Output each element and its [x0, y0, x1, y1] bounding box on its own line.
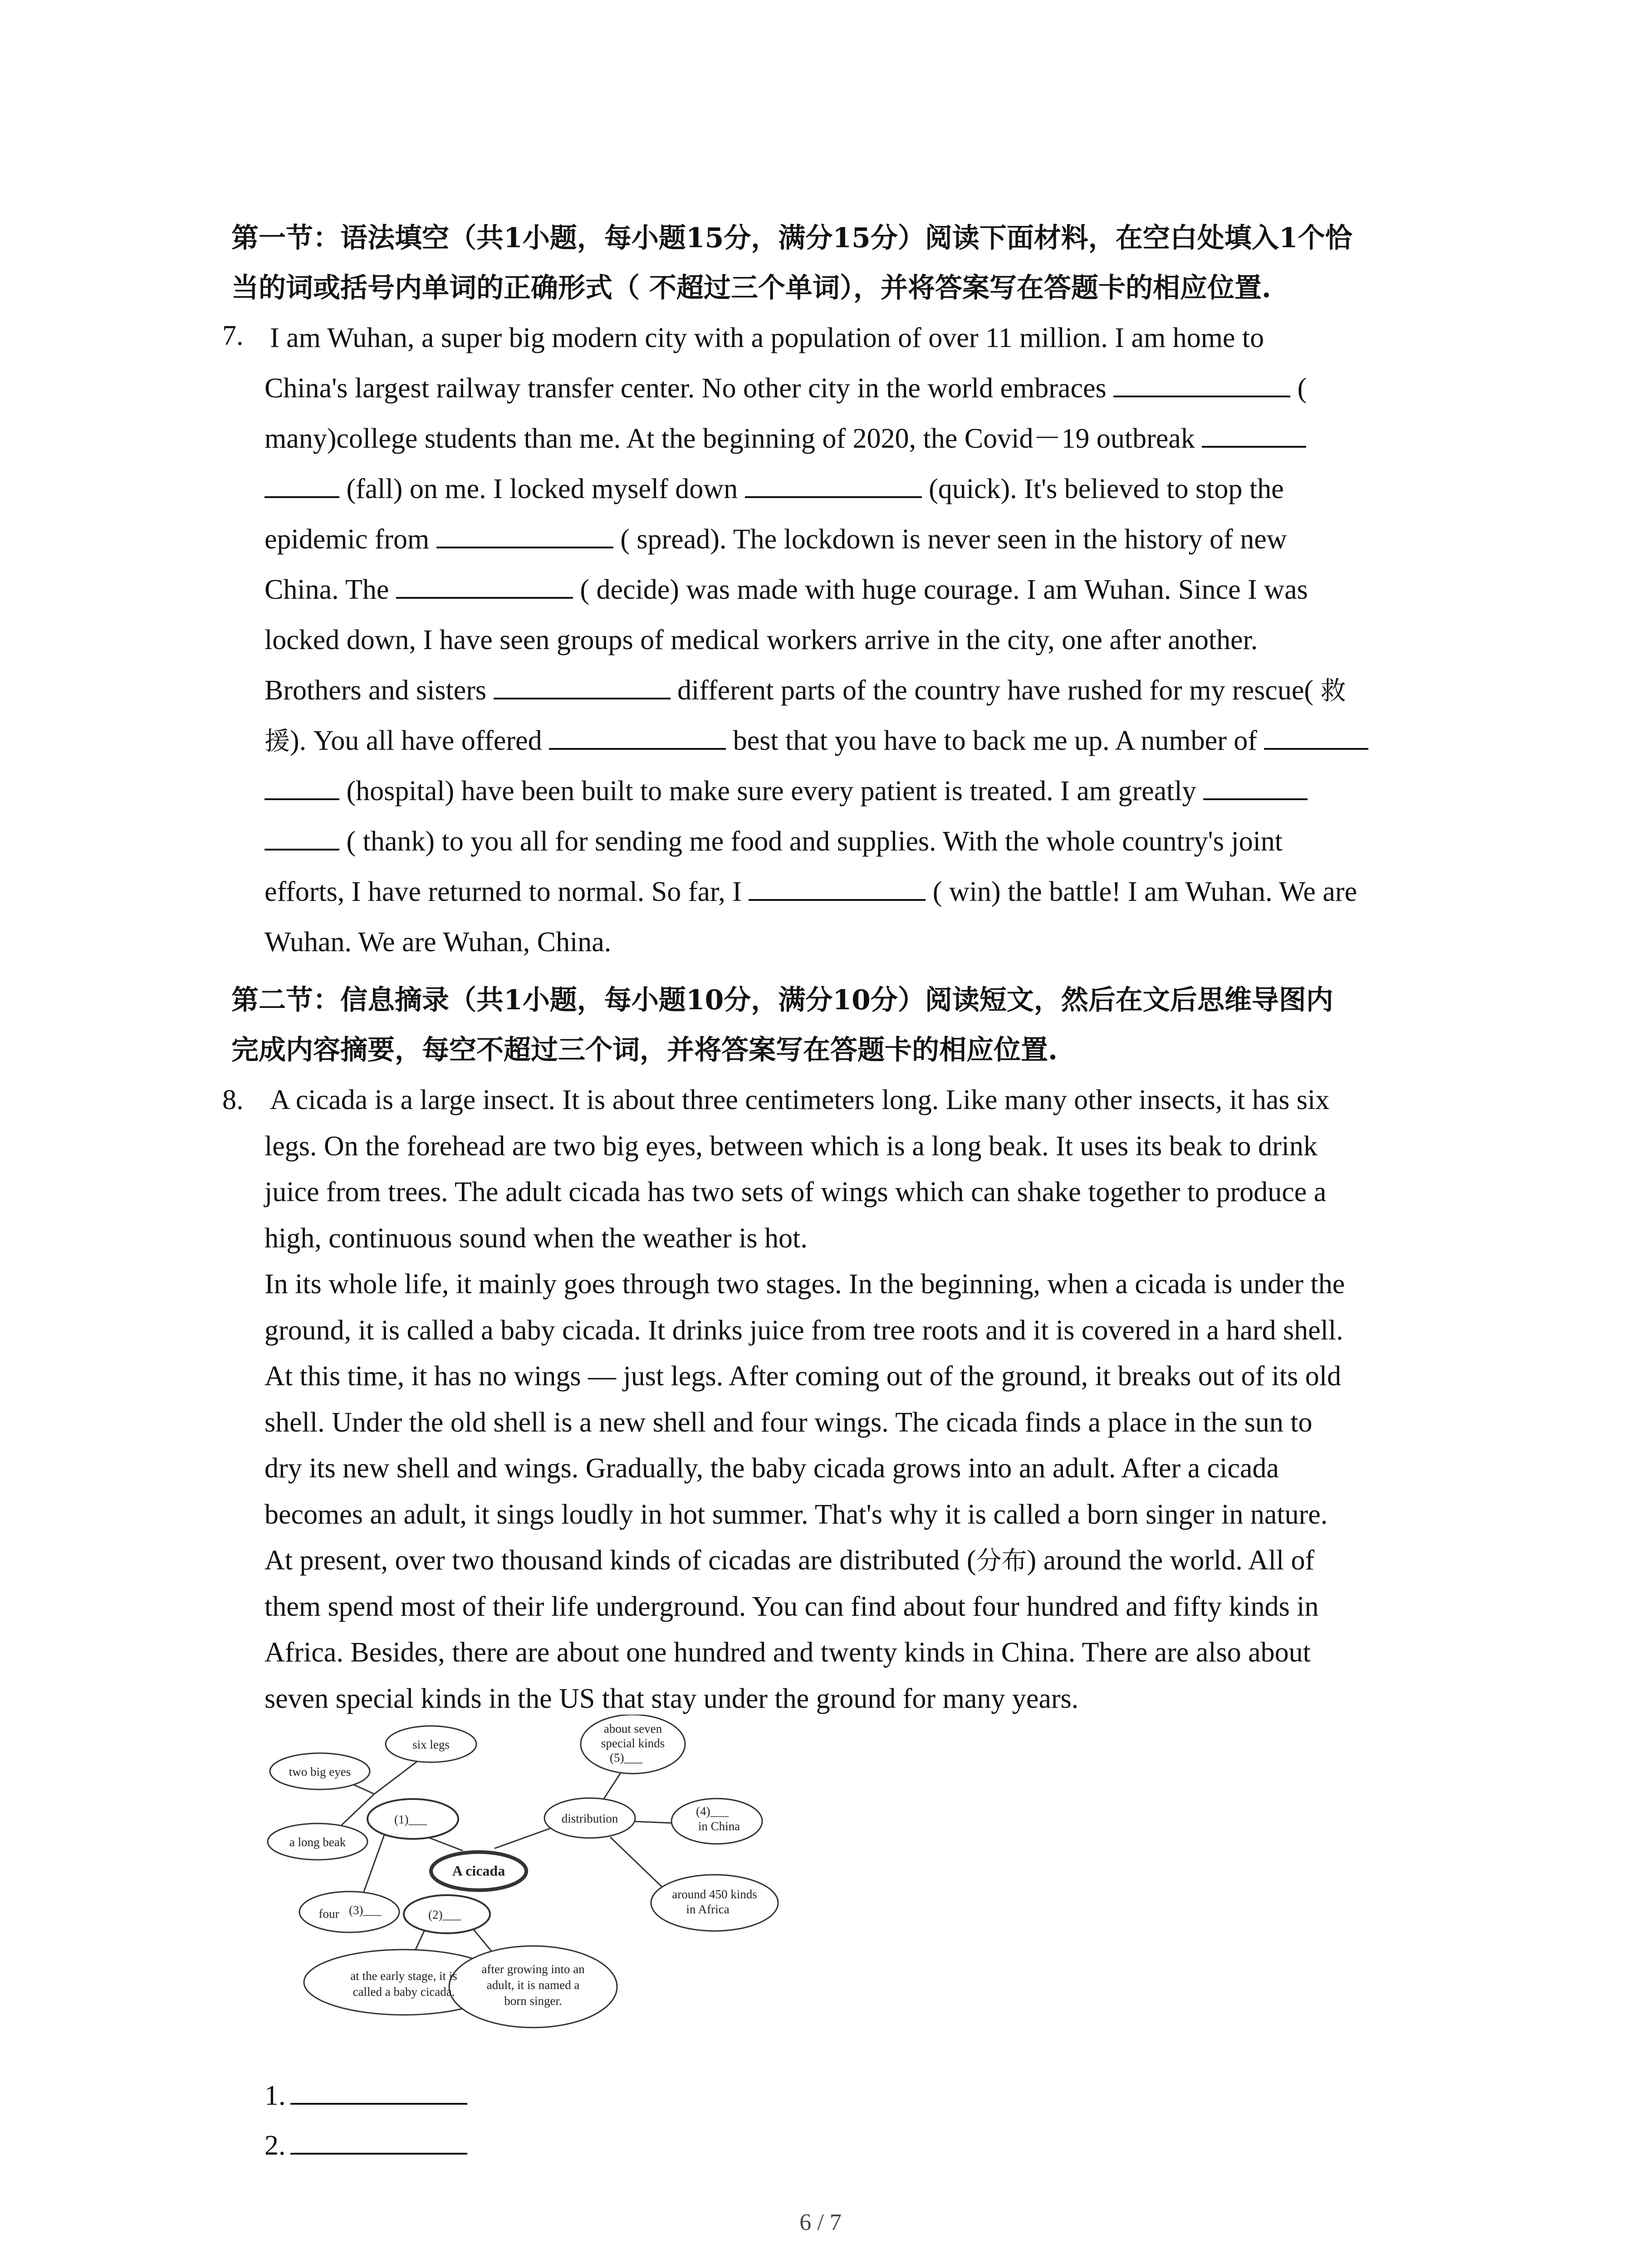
two-big-eyes-label: two big eyes — [289, 1765, 351, 1779]
q8-text: In its whole life, it mainly goes through two stages. In the beginning, when a cicada is under the — [265, 1269, 1345, 1300]
q8-line — [265, 1169, 1453, 1216]
q7-line — [265, 363, 1453, 414]
adult-label-3: born singer. — [504, 1994, 562, 2008]
q7-line — [265, 414, 1453, 464]
q7-text: epidemic from — [265, 524, 436, 555]
early-stage-label-1: at the early stage, it is — [350, 1969, 457, 1983]
section2-heading — [231, 975, 1456, 1075]
answer-line-2 — [265, 2123, 467, 2168]
q7-text: ( spread). The lockdown is never seen in the history of new — [613, 524, 1287, 555]
q8-text: At present, over two thousand kinds of cicadas are distributed ( — [265, 1545, 976, 1576]
connector — [495, 1828, 551, 1848]
node-1-label: (1)___ — [394, 1813, 427, 1826]
q8-text: becomes an adult, it sings loudly in hot summer. That's why it is called a born singer in nature. — [265, 1499, 1328, 1530]
q7-text: best that you have to back me up. A number of — [726, 725, 1264, 756]
answer-blank[interactable] — [436, 520, 613, 548]
q8-text: juice from trees. The adult cicada has two sets of wings which can shake together to produce a — [265, 1177, 1327, 1207]
q8-line — [265, 1538, 1453, 1584]
q7-line — [265, 464, 1453, 514]
q8-line — [265, 1124, 1453, 1170]
early-stage-label-2: called a baby cicada. — [353, 1985, 455, 1999]
q8-text: ) around the world. All of — [1027, 1545, 1315, 1576]
answer-blank[interactable] — [265, 822, 339, 850]
q7-text: China's largest railway transfer center. No other city in the world embraces — [265, 373, 1114, 404]
q7-text: ( — [1290, 373, 1307, 404]
q8-text: legs. On the forehead are two big eyes, between which is a long beak. It uses its beak to drink — [265, 1130, 1318, 1162]
q8-line — [270, 1077, 1453, 1124]
q8-line — [265, 1354, 1453, 1400]
answer-blank[interactable] — [494, 671, 671, 699]
q7-text: Wuhan. We are Wuhan, China. — [265, 927, 612, 958]
q7-line — [265, 514, 1453, 565]
answer-blank[interactable] — [1203, 772, 1308, 800]
q8-text: them spend most of their life underground. You can find about four hundred and fifty kinds in — [265, 1591, 1319, 1622]
answer-blank[interactable] — [549, 722, 726, 750]
seven-kinds-label-2: special kinds — [601, 1736, 665, 1750]
q8-line — [265, 1216, 1453, 1262]
q7-line — [265, 565, 1453, 615]
six-legs-label: six legs — [412, 1738, 450, 1751]
q7-text: locked down, I have seen groups of medical workers arrive in the city, one after another. — [265, 625, 1258, 655]
q8-text: 分布 — [976, 1546, 1027, 1576]
q7-text: 援 — [265, 727, 290, 756]
q7-line — [265, 917, 1453, 968]
q8-text: high, continuous sound when the weather is hot. — [265, 1222, 808, 1254]
q8-text: shell. Under the old shell is a new shell and four wings. The cicada finds a place in the sun to — [265, 1407, 1313, 1438]
q7-text: I am Wuhan, a super big modern city with a population of over 11 million. I am home to — [270, 323, 1264, 353]
q7-text: China. The — [265, 574, 396, 605]
four-blank-label: (3)___ — [349, 1903, 382, 1917]
answer-blank[interactable] — [265, 470, 339, 498]
q8-text: dry its new shell and wings. Gradually, the baby cicada grows into an adult. After a cicada — [265, 1453, 1279, 1484]
q7-line — [265, 816, 1453, 867]
seven-kinds-blank: (5)___ — [610, 1751, 642, 1765]
answer-blank[interactable] — [290, 2126, 467, 2155]
distribution-label: distribution — [561, 1812, 618, 1825]
q7-text: ). You all have offered — [290, 725, 549, 756]
q8-text: Africa. Besides, there are about one hundred and twenty kinds in China. There are also about — [265, 1637, 1311, 1668]
answer-blank[interactable] — [749, 873, 926, 901]
q7-text: (quick). It's believed to stop the — [921, 474, 1284, 504]
q7-text: Brothers and sisters — [265, 675, 494, 706]
q7-line — [265, 665, 1453, 716]
four-label: four — [318, 1907, 339, 1921]
q8-line — [265, 1584, 1453, 1630]
answer-blank[interactable] — [396, 571, 573, 599]
answer-number: 2. — [265, 2130, 286, 2161]
question8-number: 8. — [222, 1085, 244, 1115]
q8-line — [265, 1261, 1453, 1308]
q7-text: (hospital) have been built to make sure every patient is treated. I am greatly — [339, 776, 1204, 807]
question8-passage — [265, 1077, 1453, 1722]
section1-heading-line1: 第一节：语法填空（共1小题，每小题15分，满分15分）阅读下面材料，在空白处填入1个恰 — [231, 222, 1352, 254]
cicada-mind-map — [261, 1715, 805, 2068]
answer-blank[interactable] — [290, 2077, 467, 2105]
page-number: 6 / 7 — [799, 2209, 842, 2235]
q8-line — [265, 1446, 1453, 1492]
answer-blank[interactable] — [745, 470, 922, 498]
q7-line — [265, 615, 1453, 665]
q8-line — [265, 1308, 1453, 1354]
q7-line — [265, 766, 1453, 816]
adult-label-1: after growing into an — [481, 1962, 585, 1976]
q8-text: ground, it is called a baby cicada. It drinks juice from tree roots and it is covered in a hard shell. — [265, 1315, 1343, 1346]
q8-text: seven special kinds in the US that stay under the ground for many years. — [265, 1683, 1079, 1714]
q7-text: ( win) the battle! I am Wuhan. We are — [926, 876, 1357, 907]
china-blank: (4)___ — [696, 1804, 729, 1818]
q7-text: many)college students than me. At the beginning of 2020, the Covid－19 outbreak — [265, 423, 1202, 454]
q8-text: At this time, it has no wings — just legs. After coming out of the ground, it breaks out of its old — [265, 1361, 1342, 1392]
q7-line — [265, 867, 1453, 917]
answer-number: 1. — [265, 2080, 286, 2111]
answer-blank[interactable] — [265, 772, 339, 800]
africa-label-1: around 450 kinds — [672, 1887, 757, 1901]
q7-text: ( decide) was made with huge courage. I am Wuhan. Since I was — [573, 574, 1308, 605]
q8-text: A cicada is a large insect. It is about three centimeters long. Like many other insects, it has six — [270, 1085, 1330, 1115]
node-2-label: (2)___ — [428, 1908, 461, 1921]
africa-label-2: in Africa — [686, 1902, 730, 1916]
q7-line — [270, 313, 1453, 363]
q8-line — [265, 1492, 1453, 1538]
question7-passage — [265, 313, 1453, 968]
section1-heading-line2: 当的词或括号内单词的正确形式（ 不超过三个单词），并将答案写在答题卡的相应位置. — [231, 272, 1271, 304]
long-beak-label: a long beak — [289, 1835, 346, 1849]
q7-text: different parts of the country have rushed for my rescue( — [670, 675, 1321, 706]
q7-text: 救 — [1320, 676, 1346, 706]
china-label: in China — [698, 1819, 740, 1833]
section2-heading-line2: 完成内容摘要，每空不超过三个词，并将答案写在答题卡的相应位置. — [231, 1034, 1058, 1066]
q8-line — [265, 1630, 1453, 1676]
seven-kinds-label-1: about seven — [603, 1722, 662, 1735]
answer-blank[interactable] — [1202, 420, 1306, 448]
q7-text: (fall) on me. I locked myself down — [339, 474, 745, 504]
section2-heading-line1: 第二节：信息摘录（共1小题，每小题10分，满分10分）阅读短文，然后在文后思维导图内 — [231, 984, 1333, 1016]
adult-label-2: adult, it is named a — [486, 1978, 580, 1992]
q7-line — [265, 716, 1453, 766]
answer-blank[interactable] — [1264, 722, 1368, 750]
question7-number: 7. — [222, 320, 244, 351]
q7-text: ( thank) to you all for sending me food and supplies. With the whole country's joint — [339, 826, 1283, 857]
answer-line-1 — [265, 2073, 467, 2118]
q8-line — [265, 1400, 1453, 1446]
q7-text: efforts, I have returned to normal. So far, I — [265, 876, 749, 907]
center-label: A cicada — [452, 1862, 505, 1879]
answer-blank[interactable] — [1113, 369, 1290, 397]
section1-heading — [231, 213, 1456, 313]
